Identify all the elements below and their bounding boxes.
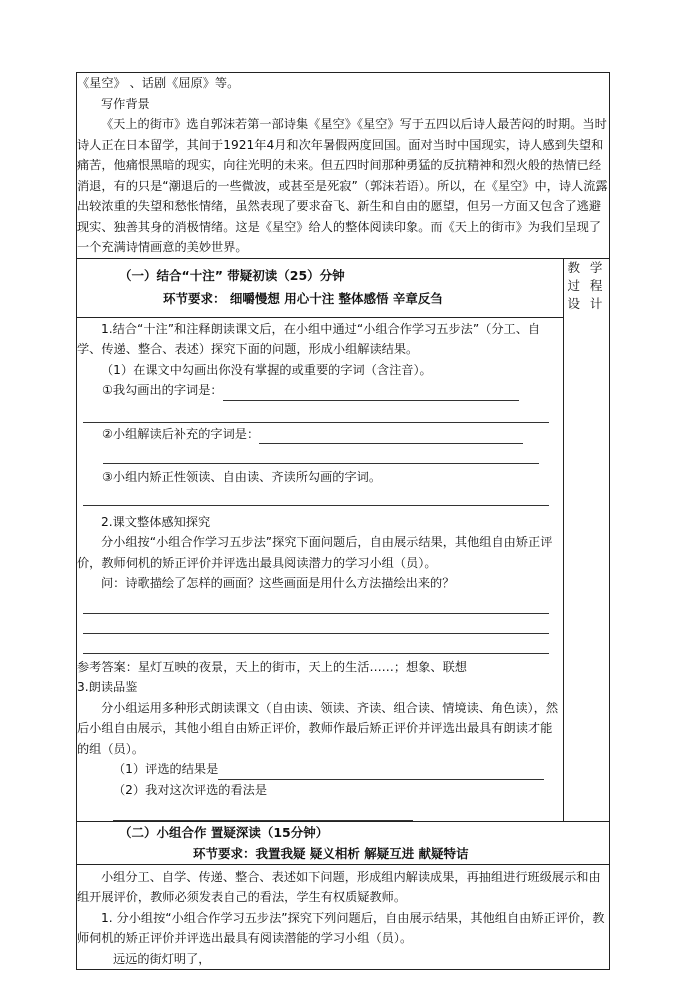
section1-title: （一）结合“十注” 带疑初读（25）分钟 [119, 267, 345, 283]
section2-body-row [77, 864, 610, 970]
section1-body-cell [77, 317, 564, 821]
q2-answer-line-2[interactable] [83, 614, 549, 634]
lesson-table [76, 72, 610, 970]
q1a-label: ①我勾画出的字词是： [102, 383, 223, 397]
q3-2-line [77, 780, 563, 821]
q2-answer-line-1[interactable] [83, 594, 549, 614]
q1b-answer-line[interactable] [259, 429, 523, 444]
question-3-text: 分小组运用多种形式朗读课文（自由读、领读、齐读、组合读、情境读、角色读），然后小组自由展示，其他小组自由矫正评价，教师作最后矫正评价并评选出最具有朗读才能的组（员）。 [77, 700, 559, 756]
q1a-line [77, 380, 563, 401]
section2-header-row [77, 821, 610, 864]
question-1: 1.结合“十注”和注释朗读课文后，在小组中通过“小组合作学习五步法”（分工、自学、传递、整合、表述）探究下面的问题，形成小组解读结果。 [77, 321, 541, 356]
q3-1-line [77, 759, 563, 780]
works-line: 《星空》 、话剧《屈原》等。 [77, 76, 240, 90]
q1a-answer-line-2[interactable] [83, 403, 549, 423]
background-heading: 写作背景 [101, 96, 150, 111]
question-3: 3.朗读品鉴 [77, 680, 138, 694]
section2-requirement: 环节要求：我置我疑 疑义相析 解疑互进 献疑特诘 [193, 845, 469, 861]
poem-line: 远远的街灯明了， [113, 951, 211, 966]
q1b-line [77, 424, 563, 445]
side-label-cell [563, 258, 609, 821]
question-1-1: （1）在课文中勾画出你没有掌握的或重要的字词（含注音）。 [101, 362, 432, 377]
q3-1-label: （1）评选的结果是 [113, 762, 219, 776]
question-2-ask: 问：诗歌描绘了怎样的画面？这些画面是用什么方法描绘出来的？ [101, 576, 455, 590]
q1b-answer-line-2[interactable] [103, 444, 539, 464]
section1-header-row [77, 258, 610, 317]
section1-body-row [77, 317, 610, 821]
section2-title: （二）小组合作 置疑深读（15分钟） [119, 824, 329, 840]
intro-row [77, 73, 610, 259]
reference-answer: 参考答案：星灯互映的夜景，天上的街市，天上的生活……；想象、联想 [77, 659, 467, 674]
q1c-answer-line[interactable] [83, 486, 549, 506]
q3-2-label: （2）我对这次评选的看法是 [113, 782, 268, 797]
q2-answer-line-3[interactable] [83, 634, 549, 654]
q3-2-answer-line[interactable] [113, 806, 413, 821]
question-1-c: ③小组内矫正性领读、自由读、齐读所勾画的字词。 [102, 470, 382, 484]
section2-text-1: 小组分工、自学、传递、整合、表述如下问题，形成组内解读成果，再抽组进行班级展示和由组开展评价，教师必须发表自己的看法，学生有权质疑教师。 [77, 869, 601, 904]
question-2: 2.课文整体感知探究 [101, 514, 211, 529]
q1b-label: ②小组解读后补充的字词是： [102, 426, 260, 441]
section2-text-2: 1. 分小组按“小组合作学习五步法”探究下列问题后，自由展示结果，其他组自由矫正评价，教师伺机的矫正评价并评选出最具有阅读潜能的学习小组（员）。 [77, 910, 605, 945]
q1a-answer-line[interactable] [223, 386, 519, 401]
section1-requirement: 环节要求： 细嚼慢想 用心十注 整体感悟 辛章反刍 [163, 290, 443, 306]
section2-body-cell [77, 864, 610, 970]
section2-header-cell [77, 821, 610, 864]
background-text: 《天上的街市》选自郭沫若第一部诗集《星空》《星空》写于五四以后诗人最苦闷的时期。当时诗人正在日本留学，其间于1921年4月和次年暑假两度回国。面对当时中国现实，诗人感到失望和痛苦，他痛恨黑暗的现实，向往光明的未来。但五四时间那种勇猛的反抗精神和烈火般的热情已经消退，有的只是“潮退后的一些微波，或甚至是死寂”（郭沫若语）。所以，在《星空》中，诗人流露出较浓重的失望和愁怅情绪，虽然表现了要求奋飞、新生和自由的愿望，但另一方面又包含了逃避现实、独善其身的消极情绪。这是《星空》给人的整体阅读印象。而《天上的街市》为我们呈现了一个充满诗情画意的美妙世界。 [77, 117, 608, 254]
q3-1-answer-line[interactable] [218, 765, 544, 780]
intro-cell [77, 73, 610, 259]
question-2-text: 分小组按“小组合作学习五步法”探究下面问题后，自由展示结果，其他组自由矫正评价，教师伺机的矫正评价并评选出最具阅读潜力的学习小组（员）。 [77, 535, 553, 570]
section1-header-cell [77, 258, 564, 317]
side-label: 教 学 过 程 设 计 [567, 259, 606, 311]
